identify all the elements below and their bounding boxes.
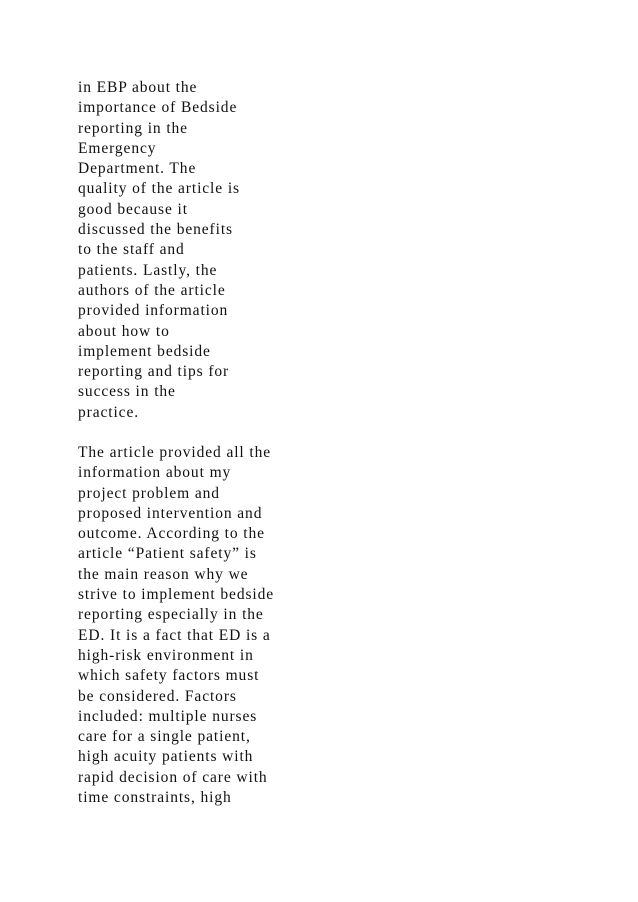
- text-line: project problem and: [78, 484, 220, 502]
- text-line: quality of the article is: [78, 180, 240, 198]
- text-line: practice.: [78, 403, 140, 421]
- text-line: included: multiple nurses: [78, 707, 258, 725]
- text-line: outcome. According to the: [78, 525, 265, 543]
- text-line: time constraints, high: [78, 789, 232, 807]
- text-line: to the staff and: [78, 241, 185, 259]
- text-line: success in the: [78, 383, 176, 401]
- text-line: about how to: [78, 322, 170, 340]
- text-line: Emergency: [78, 139, 157, 157]
- text-line: proposed intervention and: [78, 504, 263, 522]
- text-line: Department. The: [78, 160, 197, 178]
- text-line: ED. It is a fact that ED is a: [78, 626, 271, 644]
- text-line: implement bedside: [78, 342, 211, 360]
- paragraph-2: [78, 443, 274, 808]
- text-line: the main reason why we: [78, 565, 249, 583]
- text-line: be considered. Factors: [78, 687, 237, 705]
- text-line: rapid decision of care with: [78, 768, 268, 786]
- text-line: discussed the benefits: [78, 221, 233, 239]
- text-line: article “Patient safety” is: [78, 545, 257, 563]
- text-line: patients. Lastly, the: [78, 261, 218, 279]
- text-line: strive to implement bedside: [78, 586, 275, 604]
- text-line: reporting in the: [78, 119, 188, 137]
- text-line: The article provided all the: [78, 444, 272, 461]
- text-line: which safety factors must: [78, 667, 260, 685]
- text-line: authors of the article: [78, 281, 226, 299]
- text-line: reporting and tips for: [78, 363, 230, 381]
- text-line: high-risk environment in: [78, 646, 254, 664]
- paragraph-1: [78, 78, 240, 423]
- text-line: high acuity patients with: [78, 748, 254, 766]
- text-line: reporting especially in the: [78, 606, 264, 624]
- text-line: in EBP about the: [78, 79, 198, 96]
- text-line: good because it: [78, 200, 188, 218]
- text-line: care for a single patient,: [78, 728, 251, 746]
- text-line: information about my: [78, 464, 232, 482]
- text-line: importance of Bedside: [78, 99, 238, 117]
- text-line: provided information: [78, 302, 229, 320]
